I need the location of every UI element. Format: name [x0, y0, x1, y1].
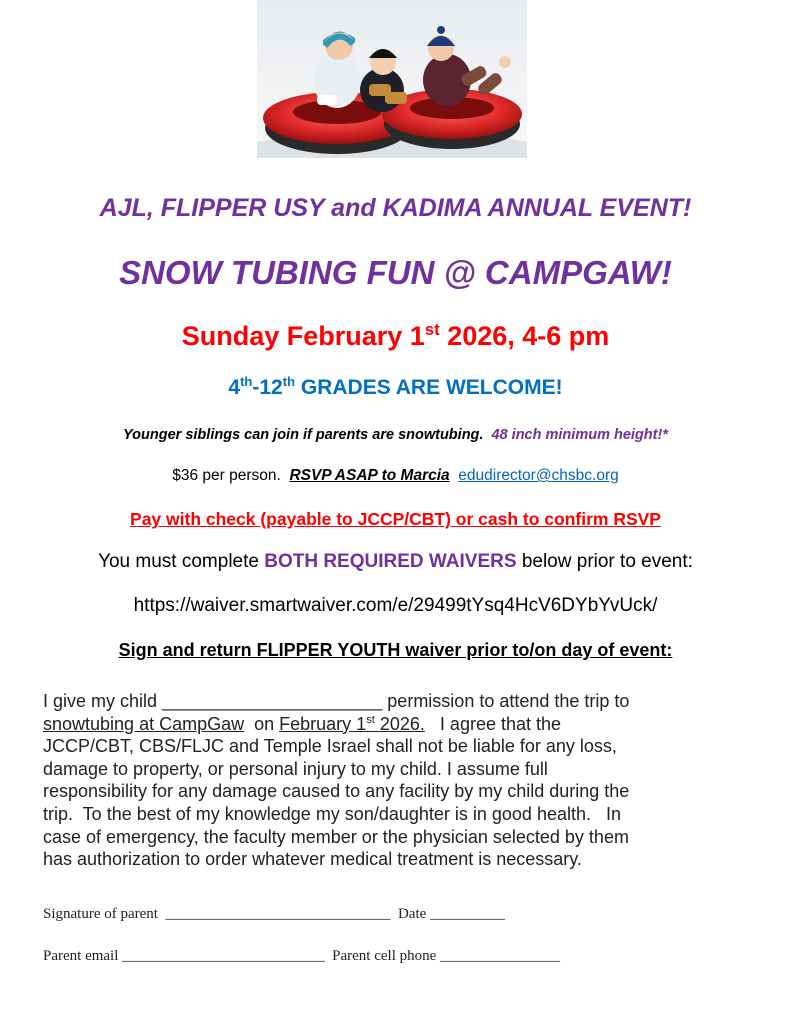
grades-start: 4	[228, 376, 241, 399]
payment-line: Pay with check (payable to JCCP/CBT) or cash to confirm RSVP	[130, 509, 661, 529]
parent-email-label: Parent email	[43, 948, 119, 964]
grades-start-suffix: th	[240, 374, 253, 389]
waivers-pre: You must complete	[98, 551, 265, 572]
waiver-location: snowtubing at CampGaw	[43, 713, 245, 734]
waiver-line-4: damage to property, or personal injury to my child. I assume full	[43, 758, 548, 779]
waiver-line-8: has authorization to order whatever medical treatment is necessary.	[43, 849, 582, 870]
grades-line	[0, 376, 791, 400]
contact-row	[43, 948, 560, 965]
signature-field[interactable]: ______________________________	[165, 906, 391, 922]
siblings-text: Younger siblings can join if parents are snowtubing	[123, 427, 480, 443]
waivers-emphasis: BOTH REQUIRED WAIVERS	[264, 551, 517, 572]
siblings-period: .	[479, 427, 484, 443]
child-name-blank[interactable]: ______________________	[162, 691, 383, 711]
price-text: $36 per person.	[172, 467, 281, 484]
waivers-line	[0, 551, 791, 573]
waiver-line-3: JCCP/CBT, CBS/FLJC and Temple Israel shall not be liable for any loss,	[43, 736, 617, 757]
waiver-text: I agree that the	[424, 713, 562, 734]
waiver-date-suffix: st	[366, 713, 375, 726]
rsvp-text: RSVP ASAP to Marcia	[289, 467, 450, 484]
grades-text: GRADES ARE WELCOME!	[295, 376, 563, 399]
waiver-paragraph	[43, 690, 749, 871]
waiver-line-1	[43, 690, 749, 713]
height-requirement: 48 inch minimum height!*	[491, 427, 668, 443]
contact-email-link[interactable]: edudirector@chsbc.org	[458, 467, 619, 484]
sign-return-heading: Sign and return FLIPPER YOUTH waiver prior to/on day of event:	[118, 640, 673, 660]
waiver-line-7: case of emergency, the faculty member or the physician selected by them	[43, 826, 629, 847]
waivers-post: below prior to event:	[516, 551, 693, 572]
event-date-text: Sunday February 1	[181, 321, 425, 351]
signature-row	[43, 906, 505, 923]
parent-email-field[interactable]: ___________________________	[122, 948, 325, 964]
signature-label: Signature of parent	[43, 906, 158, 922]
organizations-line: AJL, FLIPPER USY and KADIMA ANNUAL EVENT!	[99, 194, 692, 222]
waiver-date-text: February 1	[279, 713, 367, 734]
parent-phone-label: Parent cell phone	[332, 948, 437, 964]
waiver-text: on	[244, 713, 280, 734]
waiver-text: I give my child	[43, 691, 163, 711]
waiver-date-year: 2026.	[374, 713, 425, 734]
grades-end: -12	[252, 376, 283, 399]
waiver-text: permission to attend the trip to	[382, 691, 630, 711]
siblings-line	[0, 427, 791, 443]
event-date-suffix: st	[424, 320, 440, 339]
event-date-rest: 2026, 4-6 pm	[439, 321, 610, 351]
grades-end-suffix: th	[282, 374, 296, 389]
price-line	[0, 467, 791, 485]
date-field[interactable]: __________	[430, 906, 506, 922]
waiver-line-5: responsibility for any damage caused to any facility by my child during the	[43, 781, 630, 802]
event-date	[0, 321, 791, 352]
event-title: SNOW TUBING FUN @ CAMPGAW!	[119, 254, 672, 291]
parent-phone-field[interactable]: ________________	[440, 948, 561, 964]
date-label: Date	[397, 906, 427, 922]
waiver-date	[279, 714, 425, 734]
waiver-line-6: trip. To the best of my knowledge my son/daughter is in good health. In	[43, 803, 622, 824]
waiver-url[interactable]: https://waiver.smartwaiver.com/e/29499tYsq4HcV6DYbYvUck/	[133, 595, 658, 616]
waiver-line-2	[43, 713, 749, 736]
snow-tubing-photo	[257, 0, 527, 158]
